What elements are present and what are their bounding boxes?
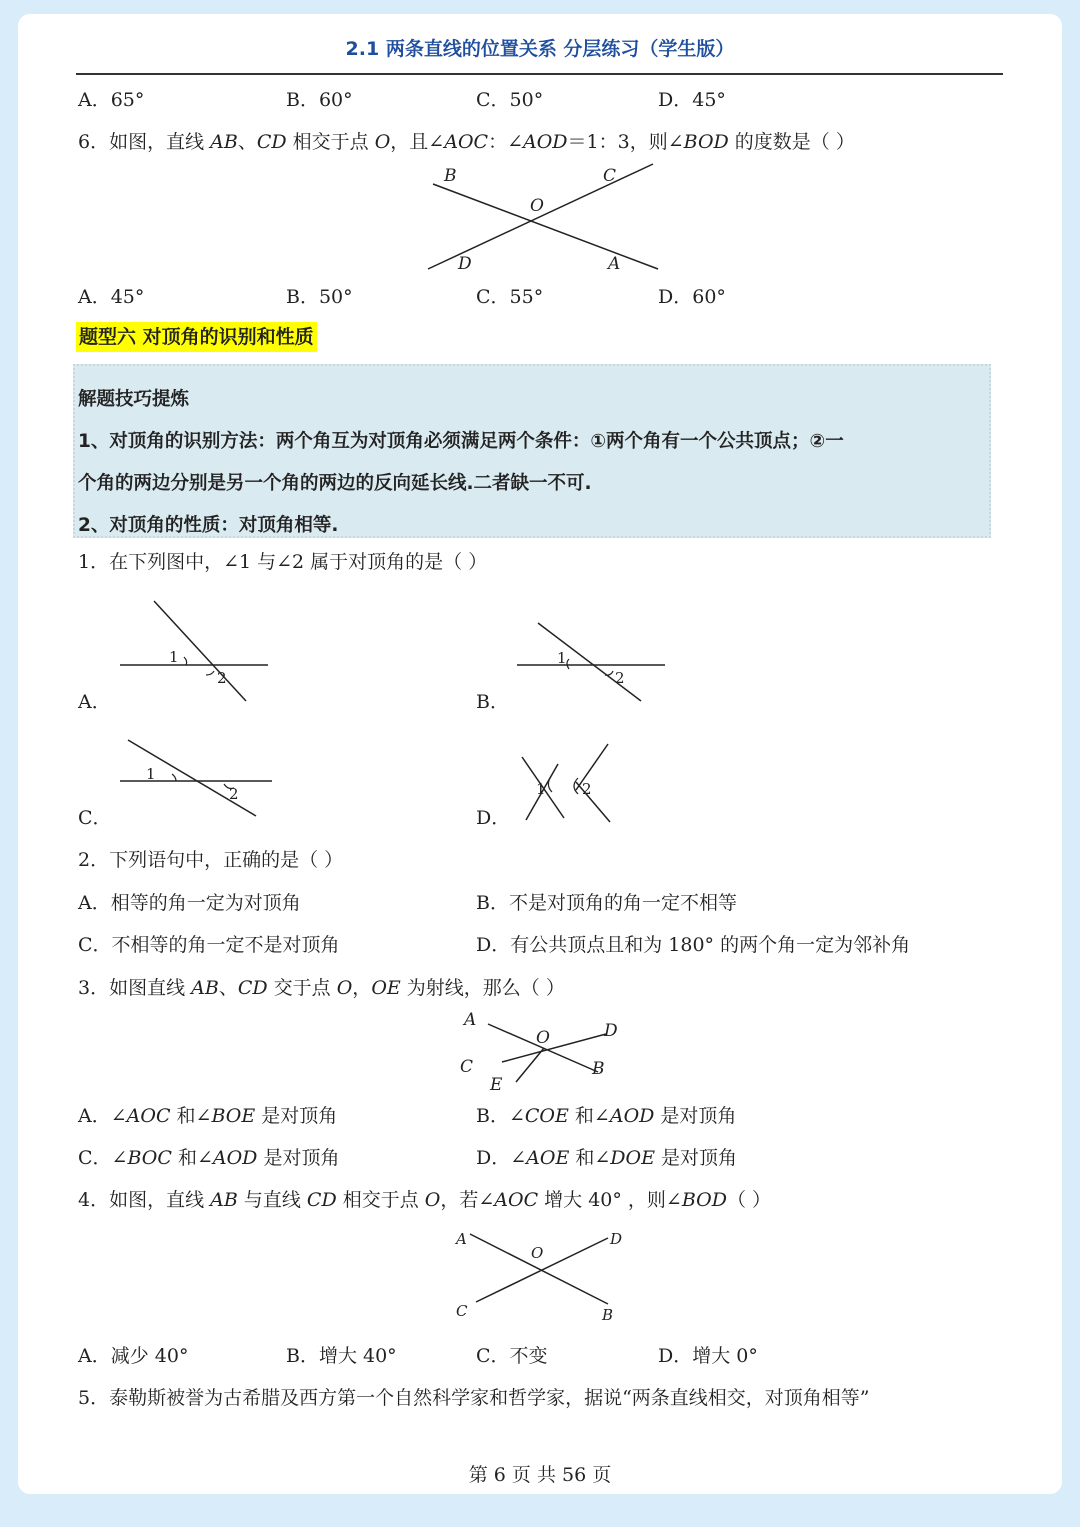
prev-option-b: B．60° xyxy=(286,89,353,111)
svg-text:1: 1 xyxy=(146,765,156,783)
tips-line-3: 2、对顶角的性质：对顶角相等. xyxy=(78,515,339,536)
svg-text:1: 1 xyxy=(557,649,567,667)
tips-line-1: 1、对顶角的识别方法：两个角互为对顶角必须满足两个条件：①两个角有一个公共顶点；②一 xyxy=(78,431,844,452)
q2-option-a: A．相等的角一定为对顶角 xyxy=(78,892,301,914)
q3-option-d: D．∠AOE 和∠DOE 是对顶角 xyxy=(476,1147,738,1169)
q4-option-c: C．不变 xyxy=(476,1345,548,1367)
question-5-text: 5．泰勒斯被誉为古希腊及西方第一个自然科学家和哲学家，据说“两条直线相交，对顶角相等” xyxy=(78,1387,870,1409)
q1-option-a: A． xyxy=(78,691,111,713)
prev-option-a: A．65° xyxy=(78,89,145,111)
svg-text:2: 2 xyxy=(582,780,592,798)
question-2-text: 2．下列语句中，正确的是（ ） xyxy=(78,849,344,871)
question-6-figure xyxy=(418,159,678,279)
svg-text:C: C xyxy=(603,166,617,186)
q1-figure-a xyxy=(116,597,271,707)
svg-text:2: 2 xyxy=(615,669,625,687)
q1-option-d: D． xyxy=(476,807,511,829)
q3-option-a: A．∠AOC 和∠BOE 是对顶角 xyxy=(78,1105,338,1127)
svg-text:A: A xyxy=(608,254,621,274)
svg-text:A: A xyxy=(464,1010,477,1030)
q4-option-d: D．增大 0° xyxy=(658,1345,758,1367)
svg-text:O: O xyxy=(530,196,544,216)
svg-text:O: O xyxy=(531,1244,544,1262)
svg-text:O: O xyxy=(536,1028,550,1048)
svg-text:B: B xyxy=(592,1059,605,1079)
svg-text:D: D xyxy=(458,254,472,274)
q6-option-d: D．60° xyxy=(658,286,726,308)
q6-option-c: C．55° xyxy=(476,286,544,308)
q2-option-c: C．不相等的角一定不是对顶角 xyxy=(78,934,340,956)
question-4-figure xyxy=(448,1224,638,1324)
document-page xyxy=(18,14,1062,1494)
svg-text:B: B xyxy=(444,166,457,186)
q6-option-b: B．50° xyxy=(286,286,353,308)
prev-option-d: D．45° xyxy=(658,89,726,111)
section-heading: 题型六 对顶角的识别和性质 xyxy=(76,322,317,352)
page-header-title: 2.1 两条直线的位置关系 分层练习（学生版） xyxy=(345,38,735,60)
question-3-text: 3．如图直线 AB、CD 交于点 O，OE 为射线，那么（ ） xyxy=(78,977,565,999)
svg-text:1: 1 xyxy=(536,780,546,798)
header-rule xyxy=(76,73,1003,75)
q1-figure-b xyxy=(513,619,668,709)
svg-text:E: E xyxy=(490,1075,503,1095)
q1-figure-c xyxy=(116,736,276,821)
tips-line-2: 个角的两边分别是另一个角的两边的反向延长线.二者缺一不可. xyxy=(78,473,592,494)
q4-option-a: A．减少 40° xyxy=(78,1345,189,1367)
svg-text:2: 2 xyxy=(217,669,227,687)
q6-option-a: A．45° xyxy=(78,286,145,308)
q4-option-b: B．增大 40° xyxy=(286,1345,397,1367)
q3-option-b: B．∠COE 和∠AOD 是对顶角 xyxy=(476,1105,737,1127)
svg-text:B: B xyxy=(602,1306,614,1324)
q1-option-b: B． xyxy=(476,691,509,713)
svg-text:2: 2 xyxy=(229,785,239,803)
svg-text:A: A xyxy=(456,1230,467,1248)
q2-option-b: B．不是对顶角的角一定不相等 xyxy=(476,892,737,914)
question-6-text: 6．如图，直线 AB、CD 相交于点 O，且∠AOC：∠AOD＝1：3，则∠BOD 的度数是（ ） xyxy=(78,131,855,153)
prev-option-c: C．50° xyxy=(476,89,544,111)
page-footer: 第 6 页 共 56 页 xyxy=(468,1464,612,1486)
q1-option-c: C． xyxy=(78,807,112,829)
svg-text:C: C xyxy=(456,1302,468,1320)
tips-title: 解题技巧提炼 xyxy=(78,389,190,410)
tips-box xyxy=(73,364,991,538)
question-3-figure xyxy=(458,1010,628,1100)
q3-option-c: C．∠BOC 和∠AOD 是对顶角 xyxy=(78,1147,340,1169)
question-1-text: 1．在下列图中，∠1 与∠2 属于对顶角的是（ ） xyxy=(78,551,488,573)
svg-text:1: 1 xyxy=(169,648,179,666)
q1-figure-d xyxy=(518,742,618,827)
svg-text:C: C xyxy=(460,1057,474,1077)
svg-text:D: D xyxy=(604,1021,618,1041)
svg-text:D: D xyxy=(610,1230,623,1248)
q2-option-d: D．有公共顶点且和为 180° 的两个角一定为邻补角 xyxy=(476,934,911,956)
question-4-text: 4．如图，直线 AB 与直线 CD 相交于点 O，若∠AOC 增大 40° ，则∠BOD（ ） xyxy=(78,1189,772,1211)
